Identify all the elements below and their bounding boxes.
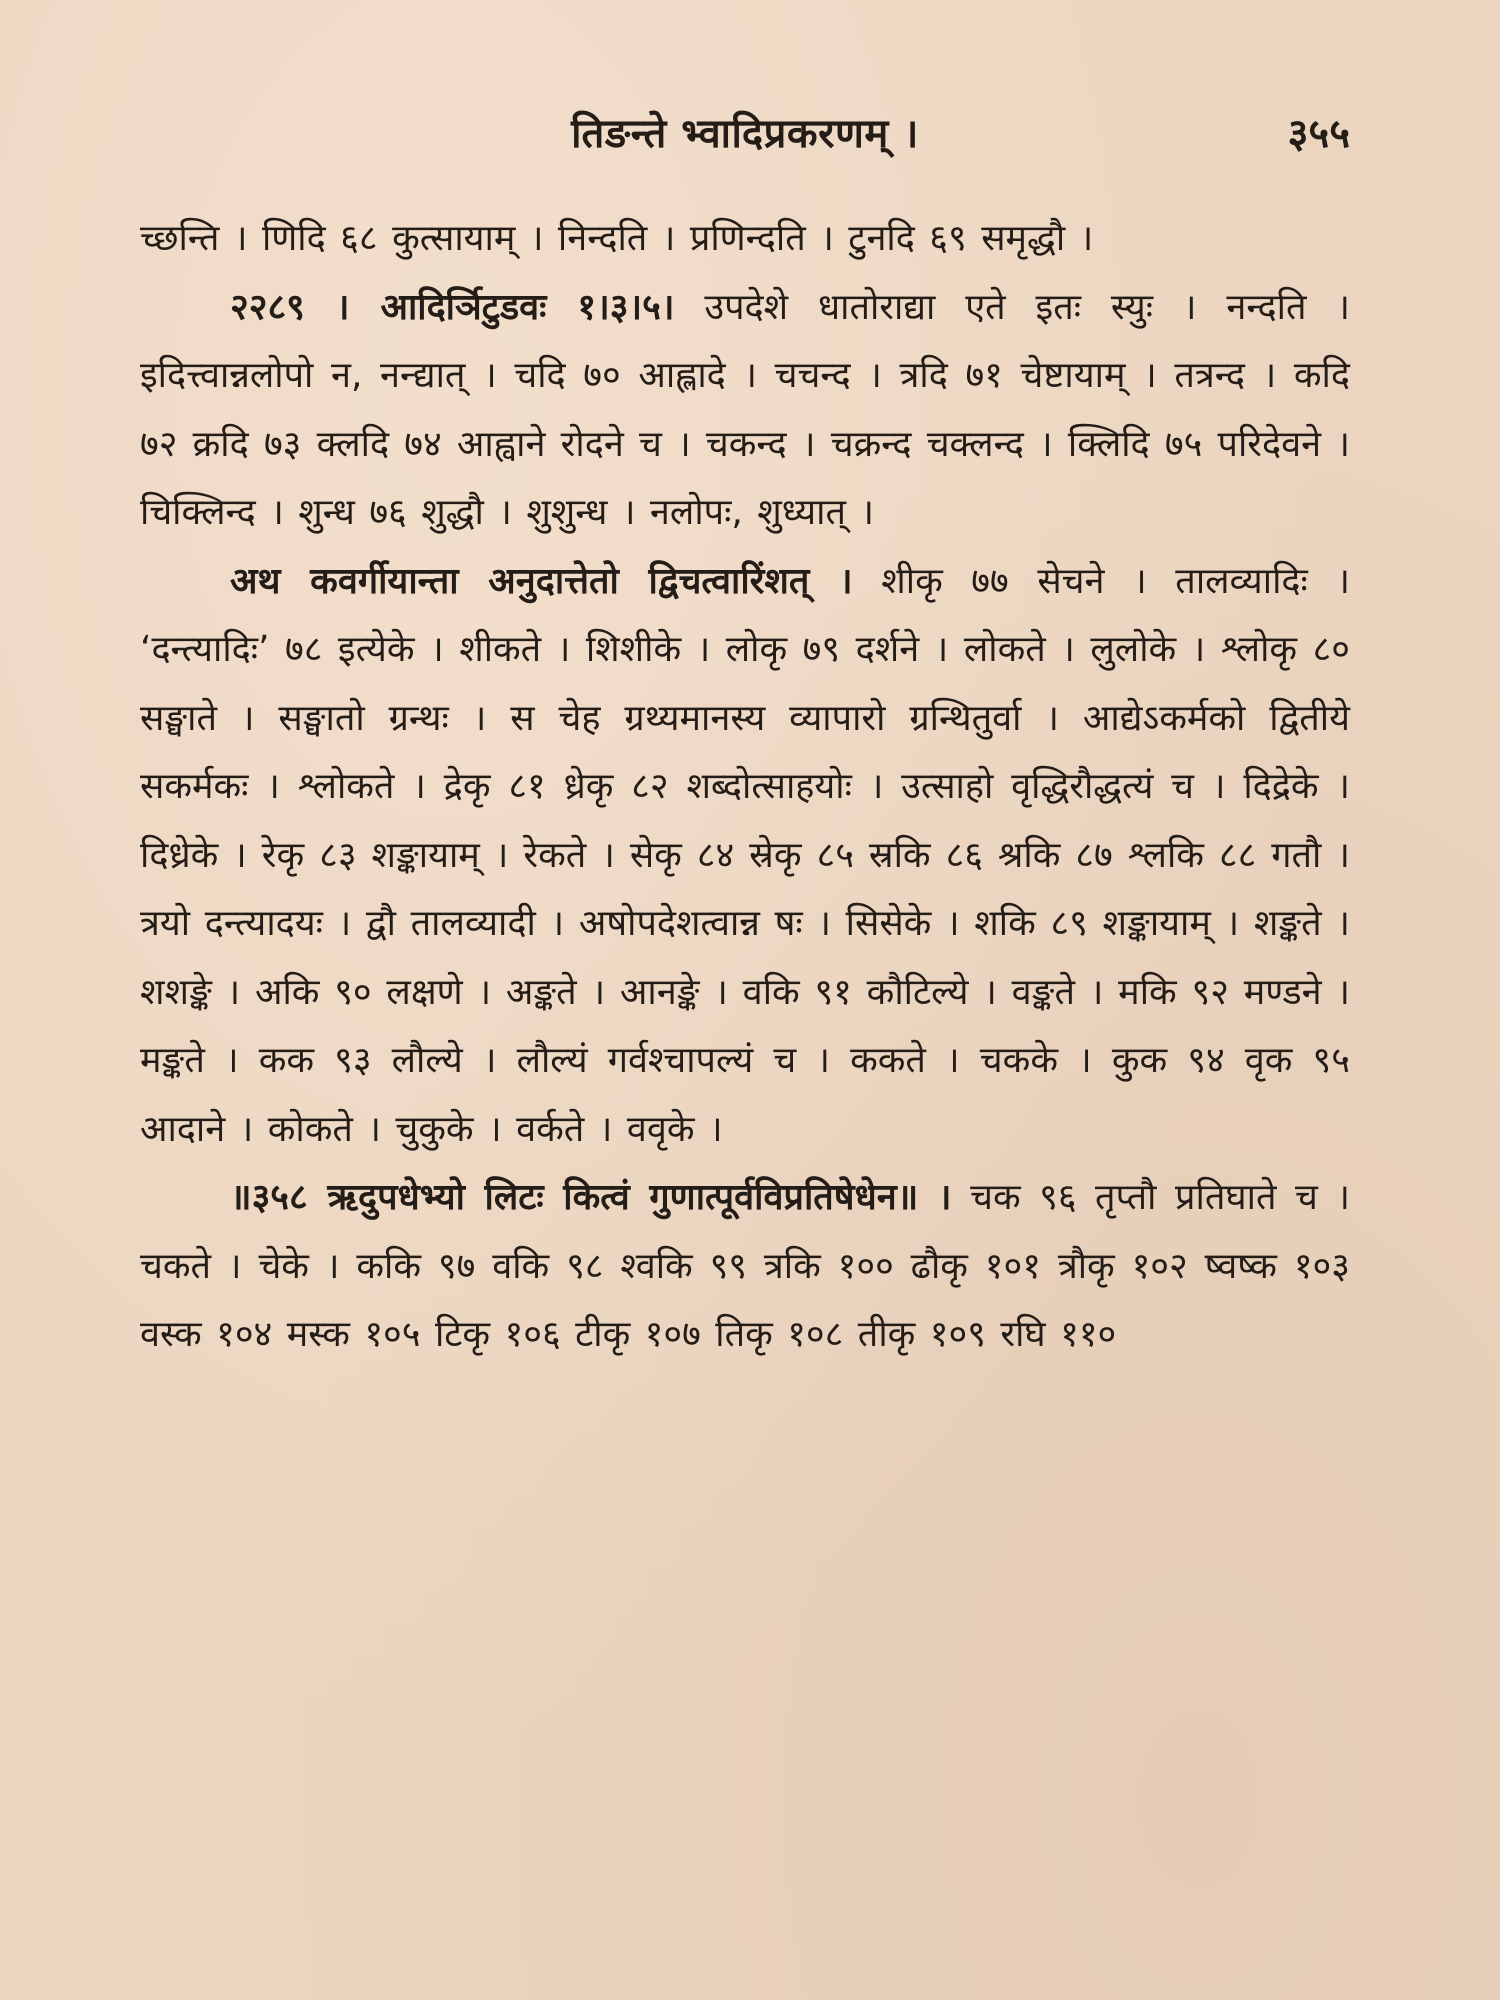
paragraph-text: उपदेशे धातोराद्या एते इतः स्युः । नन्दति । इदित्त्वान्नलोपो न, नन्द्यात् । चदि ७० आह्लादे । चचन्द । त्रदि ७१ चेष्टायाम् । तत्रन्द । कदि ७२ क्रदि ७३ क्लदि ७४ आह्वाने रोदने च । चकन्द । चक्रन्द चक्लन्द । क्लिदि ७५ परिदेवने । चिक्लिन्द । शुन्ध ७६ शुद्धौ । शुशुन्ध । नलोपः, शुध्यात् । xyxy=(140,286,1350,533)
vartika-heading: ॥३५८ ऋदुपधेभ्यो लिटः कित्वं गुणात्पूर्वविप्रतिषेधेन॥ । xyxy=(230,1177,952,1218)
section-heading: अथ कवर्गीयान्ता अनुदात्तेतो द्विचत्वारिंशत् । xyxy=(230,560,853,602)
page-body xyxy=(140,205,1350,1370)
paragraph-text: चक ९६ तृप्तौ प्रतिघाते च । चकते । चेके । ककि ९७ वकि ९८ श्वकि ९९ त्रकि १०० ढौकृ १०१ त्रौकृ १०२ ष्वष्क १०३ वस्क १०४ मस्क १०५ टिकृ १०६ टीकृ १०७ तिकृ १०८ तीकृ १०९ रघि ११० xyxy=(140,1177,1351,1355)
running-title: तिङन्ते भ्वादिप्रकरणम् । xyxy=(571,111,919,157)
paragraph xyxy=(140,205,1350,274)
paragraph-text: शीकृ ७७ सेचने । तालव्यादिः । ‘दन्त्यादिः’ ७८ इत्येके । शीकते । शिशीके । लोकृ ७९ दर्शने । लोकते । लुलोके । श्लोकृ ८० सङ्घाते । सङ्घातो ग्रन्थः । स चेह ग्रथ्यमानस्य व्यापारो ग्रन्थितुर्वा । आद्येऽकर्मको द्वितीये सकर्मकः । श्लोकते । द्रेकृ ८१ ध्रेकृ ८२ शब्दोत्साहयोः । उत्साहो वृद्धिरौद्धत्यं च । दिद्रेके । दिध्रेके । रेकृ ८३ शङ्कायाम् । रेकते । सेकृ ८४ स्रेकृ ८५ स्रकि ८६ श्रकि ८७ श्लकि ८८ गतौ । त्रयो दन्त्यादयः । द्वौ तालव्यादी । अषोपदेशत्वान्न षः । सिसेके । शकि ८९ शङ्कायाम् । शङ्कते । शशङ्के । अकि ९० लक्षणे । अङ्कते । आनङ्के । वकि ९१ कौटिल्ये । वङ्कते । मकि ९२ मण्डने । मङ्कते । कक ९३ लौल्ये । लौल्यं गर्वश्चापल्यं च । ककते । चकके । कुक ९४ वृक ९५ आदाने । कोकते । चुकुके । वर्कते । ववृके । xyxy=(140,560,1350,1150)
sutra-heading: २२८९ । आदिर्ञिटुडवः १।३।५। xyxy=(230,286,675,328)
paragraph xyxy=(140,274,1350,548)
paragraph xyxy=(140,548,1350,1165)
page-number: ३५५ xyxy=(1287,111,1350,157)
paragraph-text: च्छन्ति । णिदि ६८ कुत्सायाम् । निन्दति । प्रणिन्दति । टुनदि ६९ समृद्धौ । xyxy=(140,218,1094,259)
page-header xyxy=(140,96,1350,156)
paragraph xyxy=(140,1164,1350,1370)
